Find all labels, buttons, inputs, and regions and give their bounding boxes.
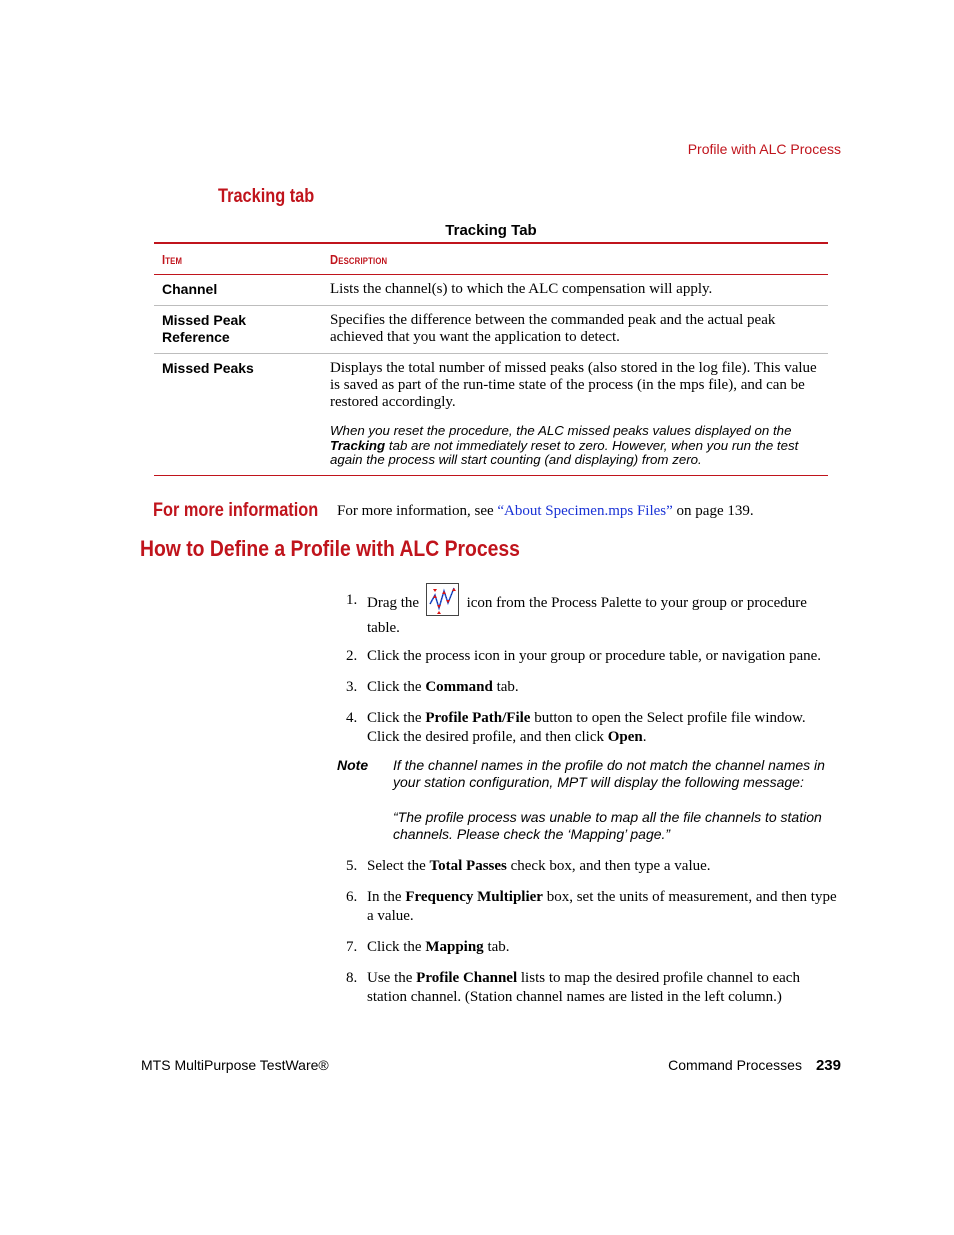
list-item <box>337 857 837 876</box>
step-bold: Profile Channel <box>416 970 518 987</box>
page-number: 239 <box>815 1057 841 1074</box>
item-cell: Channel <box>162 281 218 297</box>
step-bold: Open <box>607 729 643 746</box>
list-item <box>337 678 837 697</box>
step-text: tab. <box>492 679 519 696</box>
table-note-text: When you reset the procedure, the ALC missed peaks values displayed on the <box>330 423 792 438</box>
column-header-item: Item <box>162 251 183 267</box>
note-block <box>337 757 837 843</box>
step-number: 1. <box>346 592 358 608</box>
description-cell: Lists the channel(s) to which the ALC compensation will apply. <box>330 281 713 297</box>
table-header-row <box>154 244 828 274</box>
procedure-steps <box>337 582 837 1007</box>
note-text: If the channel names in the profile do not match the channel names in your station configuration, MPT will display the following message: <box>393 757 825 791</box>
step-text: button to open the Select profile file window. Click the desired profile, and then click <box>367 710 806 746</box>
tracking-tab-table <box>154 242 828 476</box>
column-header-description: Description <box>330 251 388 267</box>
step-text: Click the process icon in your group or procedure table, or navigation pane. <box>367 648 822 665</box>
step-text: box, set the units of measurement, and then type a value. <box>367 889 837 925</box>
note-quote: “The profile process was unable to map all the file channels to station channels. Please check the ‘Mapping’ page.” <box>393 809 822 843</box>
section-heading-more-info: For more information <box>153 500 319 521</box>
table-row <box>154 275 828 305</box>
table-row <box>154 354 828 475</box>
step-number: 5. <box>346 858 358 875</box>
step-text: check box, and then type a value. <box>506 858 711 875</box>
item-cell: Missed Peak Reference <box>162 312 247 345</box>
step-text: icon from the Process Palette to your group or procedure table. <box>367 595 807 637</box>
more-info-suffix: on page 139. <box>672 503 754 519</box>
footer-section <box>668 1057 841 1074</box>
note-label: Note <box>337 757 369 774</box>
item-cell: Missed Peaks <box>162 360 254 376</box>
table-note <box>330 424 824 468</box>
step-number: 4. <box>346 710 358 727</box>
step-number: 3. <box>346 679 358 696</box>
list-item <box>337 938 837 957</box>
table-note-text: tab are not immediately reset to zero. However, when you run the test again the process will start counting (and displaying) from zero. <box>330 437 799 467</box>
list-item <box>337 888 837 926</box>
step-number: 7. <box>346 939 358 956</box>
step-text: tab. <box>483 939 510 956</box>
running-header: Profile with ALC Process <box>687 141 841 157</box>
description-cell: Displays the total number of missed peaks (also stored in the log file). This value is saved as part of the run-time state of the process (in the mps file), and can be restored accordingly. <box>330 360 817 410</box>
step-text: lists to map the desired profile channel to each station channel. (Station channel names are listed in the left column.) <box>367 970 800 1006</box>
step-bold: Frequency Multiplier <box>405 889 543 906</box>
description-cell: Specifies the difference between the commanded peak and the actual peak achieved that you want the application to detect. <box>330 312 776 345</box>
step-bold: Profile Path/File <box>425 710 531 727</box>
step-number: 8. <box>346 970 358 987</box>
step-text: Select the <box>367 858 430 875</box>
step-text: . <box>642 729 647 746</box>
step-text: In the <box>367 889 406 906</box>
list-item <box>337 969 837 1007</box>
table-note-bold: Tracking <box>330 437 386 453</box>
alc-profile-icon <box>426 583 459 616</box>
list-item <box>337 591 837 640</box>
footer-section-title: Command Processes <box>668 1057 802 1073</box>
step-number: 2. <box>346 648 358 665</box>
procedure-heading: How to Define a Profile with ALC Process <box>140 536 520 561</box>
list-item <box>337 709 837 747</box>
step-text: Click the <box>367 679 426 696</box>
step-number: 6. <box>346 889 358 906</box>
more-info-text <box>337 503 754 520</box>
step-text: Drag the <box>367 595 423 611</box>
section-heading-tracking-tab: Tracking tab <box>218 186 315 207</box>
table-caption: Tracking Tab <box>445 222 537 239</box>
table-bottom-rule <box>154 475 828 476</box>
step-text: Click the <box>367 939 426 956</box>
table-row <box>154 306 828 353</box>
step-text: Use the <box>367 970 417 987</box>
more-info-prefix: For more information, see <box>337 503 498 519</box>
cross-reference-link[interactable]: “About Specimen.mps Files” <box>497 503 673 519</box>
step-bold: Mapping <box>425 939 484 956</box>
step-bold: Command <box>425 679 493 696</box>
footer-product-name: MTS MultiPurpose TestWare® <box>141 1057 329 1073</box>
list-item <box>337 647 837 666</box>
step-text: Click the <box>367 710 426 727</box>
step-bold: Total Passes <box>429 858 507 875</box>
